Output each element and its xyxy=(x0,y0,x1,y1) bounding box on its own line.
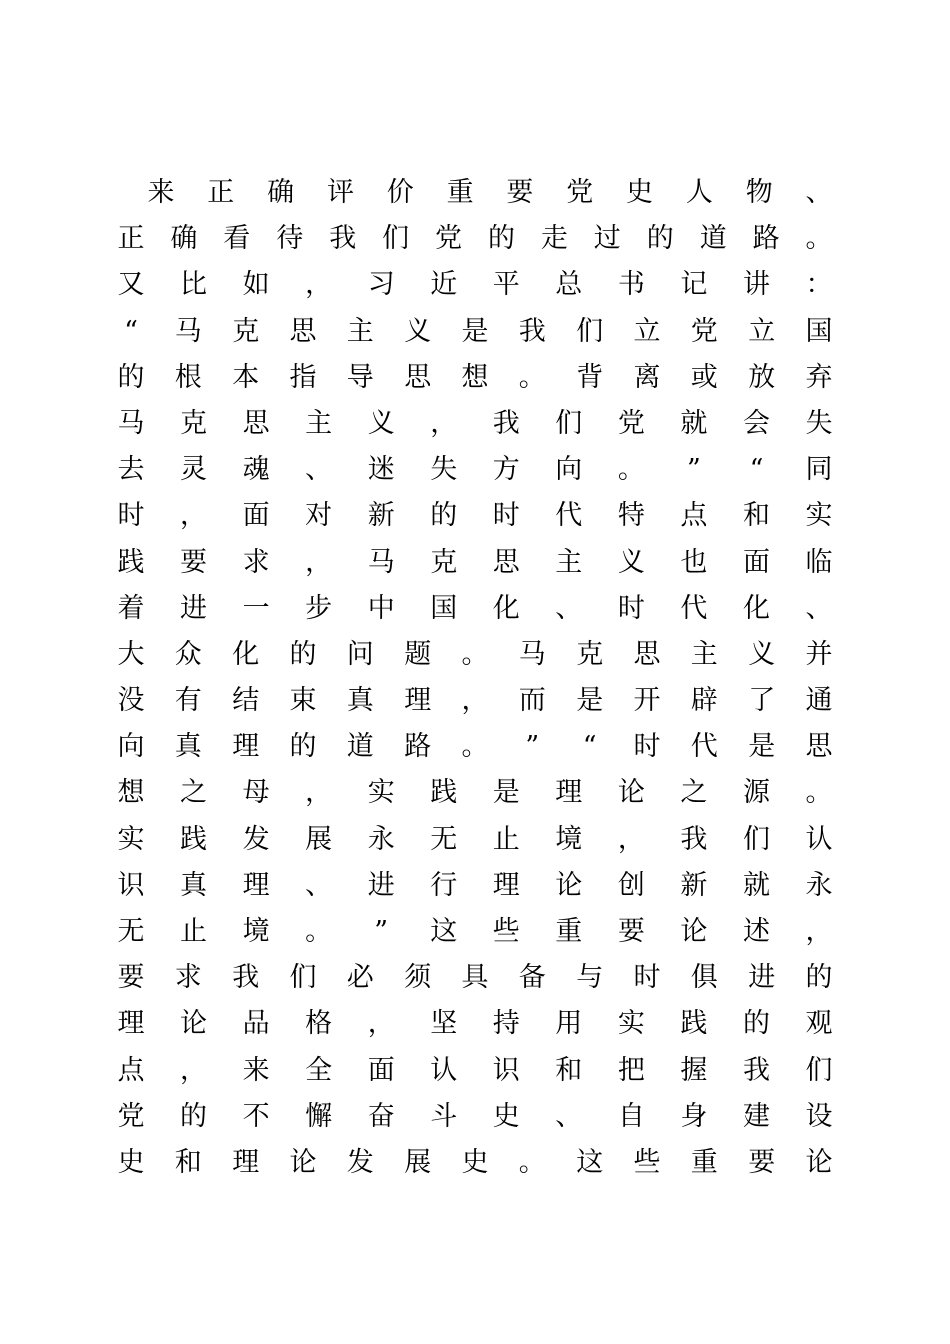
text-glyph: 时 xyxy=(617,592,645,624)
text-glyph: 这 xyxy=(430,916,458,947)
text-line xyxy=(110,586,840,632)
text-glyph: 论 xyxy=(289,1146,317,1178)
text-glyph: 放 xyxy=(748,361,776,393)
text-glyph: 路 xyxy=(404,731,432,763)
text-glyph: 进 xyxy=(748,962,776,994)
text-glyph: 主 xyxy=(305,407,333,439)
text-glyph: 点 xyxy=(680,500,708,532)
text-glyph: 行 xyxy=(430,869,458,901)
text-glyph: 马 xyxy=(367,546,395,578)
text-glyph: 。 xyxy=(805,223,833,255)
text-glyph: 些 xyxy=(492,916,520,947)
text-line xyxy=(110,401,840,447)
text-glyph: 要 xyxy=(617,916,645,947)
text-glyph: 设 xyxy=(805,1100,833,1132)
text-glyph: 史 xyxy=(492,1100,520,1132)
text-glyph: 求 xyxy=(174,962,202,994)
text-glyph: ” xyxy=(525,731,540,763)
text-glyph: 永 xyxy=(805,869,833,901)
text-glyph: 确 xyxy=(267,177,295,208)
text-glyph: 化 xyxy=(743,592,770,624)
text-glyph: 时 xyxy=(492,500,520,532)
text-glyph: 源 xyxy=(743,777,770,809)
text-line xyxy=(110,955,840,1001)
text-glyph: 化 xyxy=(492,592,520,624)
text-glyph: 的 xyxy=(805,962,833,994)
text-glyph: 论 xyxy=(555,869,583,901)
text-glyph: 握 xyxy=(680,1054,708,1086)
text-line xyxy=(110,540,840,586)
text-glyph: ， xyxy=(180,500,207,532)
text-line xyxy=(110,262,840,308)
text-glyph: 思 xyxy=(404,361,432,393)
text-glyph: 有 xyxy=(174,685,202,717)
text-glyph: “ xyxy=(582,731,597,763)
text-glyph: 述 xyxy=(743,916,770,947)
text-glyph: 国 xyxy=(430,592,458,624)
text-glyph: 克 xyxy=(576,638,604,670)
text-glyph: 平 xyxy=(492,269,520,301)
text-glyph: 是 xyxy=(576,685,604,717)
text-glyph: 斗 xyxy=(430,1100,458,1132)
text-glyph: 向 xyxy=(555,454,583,486)
text-line xyxy=(110,1140,840,1186)
text-glyph: 魂 xyxy=(242,454,270,486)
text-glyph: 我 xyxy=(329,223,357,255)
text-glyph: 进 xyxy=(367,869,395,901)
text-glyph: 理 xyxy=(232,731,260,763)
text-glyph: 史 xyxy=(461,1146,489,1178)
text-glyph: 面 xyxy=(743,546,770,578)
text-glyph: 要 xyxy=(748,1146,776,1178)
text-glyph: 、 xyxy=(805,592,833,624)
text-glyph: ， xyxy=(305,269,333,301)
text-glyph: 党 xyxy=(690,315,718,347)
text-line xyxy=(110,1001,840,1047)
text-glyph: 。 xyxy=(461,638,489,670)
text-glyph: 国 xyxy=(805,315,833,347)
text-glyph: 马 xyxy=(518,638,546,670)
text-glyph: 评 xyxy=(327,177,354,208)
text-glyph: 真 xyxy=(346,685,374,717)
text-glyph: 中 xyxy=(367,592,395,624)
text-glyph: 、 xyxy=(555,1100,583,1132)
text-glyph: 新 xyxy=(680,869,708,901)
text-glyph: 与 xyxy=(576,962,604,994)
text-glyph: 是 xyxy=(748,731,776,763)
text-glyph: 时 xyxy=(117,500,145,532)
text-glyph: 结 xyxy=(232,685,260,717)
text-glyph: 时 xyxy=(633,731,661,763)
text-glyph: ” xyxy=(374,916,389,947)
text-glyph: 境 xyxy=(242,916,270,947)
text-glyph: 我 xyxy=(743,1054,770,1086)
text-line xyxy=(110,817,840,863)
text-glyph: ， xyxy=(461,685,489,717)
text-glyph: “ xyxy=(124,315,138,347)
text-glyph: 之 xyxy=(680,777,708,809)
text-glyph: 习 xyxy=(367,269,395,301)
text-glyph: 实 xyxy=(617,1008,645,1040)
text-glyph: 们 xyxy=(555,407,583,439)
text-glyph: 如 xyxy=(242,269,270,301)
text-glyph: 。 xyxy=(805,777,833,809)
text-glyph: 走 xyxy=(540,223,568,255)
text-glyph: 失 xyxy=(430,454,458,486)
text-glyph: 们 xyxy=(805,1054,833,1086)
text-glyph: 、 xyxy=(305,869,333,901)
text-glyph: 义 xyxy=(748,638,776,670)
text-glyph: 之 xyxy=(180,777,207,809)
text-glyph: 并 xyxy=(805,638,833,670)
text-glyph: 们 xyxy=(289,962,317,994)
text-glyph: 、 xyxy=(805,177,833,208)
text-glyph: ， xyxy=(617,823,645,855)
text-glyph: 本 xyxy=(232,361,260,393)
text-glyph: 境 xyxy=(555,823,583,855)
text-glyph: 的 xyxy=(289,731,317,763)
text-glyph: 理 xyxy=(117,1008,145,1040)
text-glyph: 持 xyxy=(492,1008,520,1040)
text-glyph: 指 xyxy=(289,361,317,393)
text-glyph: 主 xyxy=(690,638,718,670)
text-glyph: 求 xyxy=(242,546,270,578)
text-glyph: 新 xyxy=(367,500,395,532)
text-glyph: 灵 xyxy=(180,454,207,486)
text-glyph: ” xyxy=(686,454,701,486)
text-glyph: 去 xyxy=(117,454,145,486)
text-line xyxy=(110,355,840,401)
text-glyph: 立 xyxy=(748,315,776,347)
text-glyph: 人 xyxy=(685,177,713,208)
text-glyph: 大 xyxy=(117,638,145,670)
text-glyph: 的 xyxy=(180,1100,207,1132)
text-glyph: 。 xyxy=(617,454,645,486)
text-glyph: 迷 xyxy=(367,454,395,486)
text-glyph: 止 xyxy=(492,823,520,855)
text-glyph: 展 xyxy=(305,823,333,855)
text-glyph: 道 xyxy=(699,223,727,255)
text-glyph: 。 xyxy=(518,1146,546,1178)
text-glyph: 践 xyxy=(430,777,458,809)
text-glyph: 来 xyxy=(242,1054,270,1086)
text-glyph: 。 xyxy=(461,731,489,763)
text-glyph: 实 xyxy=(805,500,833,532)
text-glyph: 离 xyxy=(633,361,661,393)
text-glyph: 时 xyxy=(633,962,661,994)
text-glyph: ， xyxy=(305,546,333,578)
text-glyph: 特 xyxy=(617,500,645,532)
text-glyph: 克 xyxy=(180,407,207,439)
text-glyph: 记 xyxy=(680,269,708,301)
text-glyph: 母 xyxy=(242,777,270,809)
text-glyph: 重 xyxy=(446,177,474,208)
body-text xyxy=(110,170,840,1186)
text-glyph: 论 xyxy=(805,1146,833,1178)
text-glyph: 史 xyxy=(117,1146,145,1178)
text-line xyxy=(110,724,840,770)
text-glyph: 主 xyxy=(555,546,583,578)
text-glyph: 无 xyxy=(117,916,145,947)
text-glyph: 近 xyxy=(430,269,458,301)
text-glyph: 方 xyxy=(492,454,520,486)
text-line xyxy=(110,447,840,493)
text-glyph: 题 xyxy=(404,638,432,670)
text-glyph: 认 xyxy=(430,1054,458,1086)
text-glyph: 正 xyxy=(207,177,235,208)
text-glyph: 进 xyxy=(180,592,207,624)
text-glyph: 而 xyxy=(518,685,546,717)
text-glyph: 真 xyxy=(174,731,202,763)
text-glyph: 讲 xyxy=(743,269,770,301)
text-glyph: 问 xyxy=(346,638,374,670)
text-glyph: 全 xyxy=(305,1054,333,1086)
text-glyph: 、 xyxy=(555,592,583,624)
text-glyph: 又 xyxy=(117,269,145,301)
text-glyph: 是 xyxy=(492,777,520,809)
text-glyph: 根 xyxy=(174,361,202,393)
text-line xyxy=(110,170,840,216)
text-glyph: 通 xyxy=(805,685,833,717)
text-glyph: 路 xyxy=(752,223,780,255)
text-glyph: 理 xyxy=(232,1146,260,1178)
text-glyph: 践 xyxy=(680,1008,708,1040)
text-glyph: 了 xyxy=(748,685,776,717)
text-glyph: 自 xyxy=(617,1100,645,1132)
text-glyph: 导 xyxy=(346,361,374,393)
text-glyph: 展 xyxy=(404,1146,432,1178)
text-glyph: 论 xyxy=(617,777,645,809)
text-glyph: 身 xyxy=(680,1100,708,1132)
text-glyph: 对 xyxy=(305,500,333,532)
text-glyph: 论 xyxy=(680,916,708,947)
text-glyph: 思 xyxy=(492,546,520,578)
text-glyph: 就 xyxy=(743,869,770,901)
text-glyph: 建 xyxy=(743,1100,770,1132)
text-glyph: 开 xyxy=(633,685,661,717)
text-glyph: 确 xyxy=(170,223,198,255)
text-glyph: 同 xyxy=(805,454,833,486)
text-line xyxy=(110,770,840,816)
text-glyph: 义 xyxy=(404,315,432,347)
text-glyph: 一 xyxy=(242,592,270,624)
text-glyph: 奋 xyxy=(367,1100,395,1132)
text-glyph: 创 xyxy=(617,869,645,901)
text-glyph: 理 xyxy=(492,869,520,901)
text-glyph: 物 xyxy=(745,177,773,208)
text-glyph: 马 xyxy=(174,315,202,347)
text-glyph: 我 xyxy=(680,823,708,855)
text-glyph: 必 xyxy=(346,962,374,994)
text-glyph: 具 xyxy=(461,962,489,994)
text-glyph: 过 xyxy=(593,223,621,255)
text-glyph: 的 xyxy=(646,223,674,255)
text-line xyxy=(110,678,840,724)
text-glyph: 史 xyxy=(626,177,653,208)
text-glyph: 观 xyxy=(805,1008,833,1040)
text-line xyxy=(110,632,840,678)
text-glyph: 理 xyxy=(404,685,432,717)
text-glyph: 品 xyxy=(242,1008,270,1040)
text-glyph: 理 xyxy=(242,869,270,901)
text-glyph: 我 xyxy=(492,407,520,439)
text-glyph: “ xyxy=(749,454,764,486)
text-glyph: ， xyxy=(180,1054,207,1086)
text-glyph: ， xyxy=(430,407,458,439)
text-glyph: 。 xyxy=(305,916,333,947)
text-glyph: 的 xyxy=(743,1008,770,1040)
text-glyph: 书 xyxy=(617,269,645,301)
text-glyph: 义 xyxy=(617,546,645,578)
text-glyph: 和 xyxy=(174,1146,202,1178)
text-glyph: 真 xyxy=(180,869,207,901)
text-glyph: 和 xyxy=(743,500,770,532)
text-glyph: ， xyxy=(367,1008,395,1040)
text-line xyxy=(110,863,840,909)
text-glyph: 辟 xyxy=(690,685,718,717)
text-glyph: 们 xyxy=(576,315,604,347)
text-glyph: 或 xyxy=(690,361,718,393)
text-glyph: 没 xyxy=(117,685,145,717)
text-glyph: 理 xyxy=(555,777,583,809)
text-glyph: 重 xyxy=(555,916,583,947)
text-glyph: 党 xyxy=(617,407,645,439)
text-glyph: 思 xyxy=(805,731,833,763)
text-glyph: 党 xyxy=(566,177,594,208)
text-glyph: 坚 xyxy=(430,1008,458,1040)
text-glyph: 代 xyxy=(680,592,708,624)
text-glyph: 论 xyxy=(180,1008,207,1040)
text-line xyxy=(110,216,840,262)
text-glyph: 也 xyxy=(680,546,708,578)
text-glyph: 代 xyxy=(555,500,583,532)
text-glyph: 践 xyxy=(117,546,145,578)
text-glyph: 实 xyxy=(367,777,395,809)
text-glyph: 代 xyxy=(690,731,718,763)
text-glyph: 是 xyxy=(461,315,489,347)
text-glyph: 面 xyxy=(367,1054,395,1086)
text-glyph: 义 xyxy=(367,407,395,439)
text-glyph: 实 xyxy=(117,823,145,855)
text-glyph: 的 xyxy=(430,500,458,532)
text-glyph: ， xyxy=(805,916,833,947)
text-glyph: 着 xyxy=(117,592,145,624)
text-glyph: 些 xyxy=(633,1146,661,1178)
text-glyph: 我 xyxy=(232,962,260,994)
text-glyph: 发 xyxy=(346,1146,374,1178)
text-glyph: 重 xyxy=(690,1146,718,1178)
text-glyph: 的 xyxy=(117,361,145,393)
text-glyph: 止 xyxy=(180,916,207,947)
text-glyph: 的 xyxy=(488,223,515,255)
text-glyph: 识 xyxy=(492,1054,520,1086)
text-glyph: 认 xyxy=(805,823,833,855)
text-glyph: 们 xyxy=(382,223,410,255)
text-glyph: ， xyxy=(305,777,333,809)
text-glyph: 束 xyxy=(289,685,317,717)
text-glyph: 发 xyxy=(242,823,270,855)
text-glyph: 思 xyxy=(289,315,317,347)
text-glyph: 会 xyxy=(743,407,770,439)
text-glyph: 要 xyxy=(180,546,207,578)
text-glyph: 化 xyxy=(232,638,260,670)
text-glyph: 背 xyxy=(576,361,604,393)
text-glyph: 来 xyxy=(147,177,175,208)
text-glyph: 们 xyxy=(743,823,770,855)
text-glyph: 思 xyxy=(633,638,661,670)
text-glyph: 这 xyxy=(576,1146,604,1178)
text-glyph: 步 xyxy=(305,592,333,624)
text-glyph: 我 xyxy=(518,315,546,347)
text-glyph: 不 xyxy=(242,1100,270,1132)
text-glyph: 要 xyxy=(117,962,145,994)
text-glyph: 须 xyxy=(404,962,432,994)
text-glyph: 思 xyxy=(242,407,270,439)
text-glyph: 失 xyxy=(805,407,833,439)
text-glyph: 面 xyxy=(242,500,270,532)
text-line xyxy=(110,493,840,539)
text-glyph: 道 xyxy=(346,731,374,763)
text-glyph: 立 xyxy=(633,315,661,347)
text-glyph: 党 xyxy=(117,1100,145,1132)
text-line xyxy=(110,1094,840,1140)
text-glyph: 永 xyxy=(367,823,395,855)
text-line xyxy=(110,1048,840,1094)
text-glyph: 懈 xyxy=(305,1100,333,1132)
text-glyph: 主 xyxy=(346,315,374,347)
text-glyph: 。 xyxy=(518,361,546,393)
text-glyph: 待 xyxy=(276,223,304,255)
text-glyph: 把 xyxy=(617,1054,645,1086)
text-glyph: 的 xyxy=(289,638,317,670)
text-glyph: 和 xyxy=(555,1054,583,1086)
text-glyph: 价 xyxy=(386,177,414,208)
text-glyph: 、 xyxy=(305,454,333,486)
text-line xyxy=(110,909,840,955)
text-glyph: 克 xyxy=(430,546,458,578)
text-glyph: 弃 xyxy=(805,361,833,393)
text-glyph: 要 xyxy=(506,177,534,208)
text-glyph: 比 xyxy=(180,269,207,301)
text-glyph: 识 xyxy=(117,869,145,901)
text-glyph: 无 xyxy=(430,823,458,855)
text-glyph: 践 xyxy=(180,823,207,855)
text-glyph: 马 xyxy=(117,407,145,439)
text-glyph: 想 xyxy=(461,361,489,393)
text-glyph: 党 xyxy=(435,223,462,255)
text-glyph: 正 xyxy=(117,223,145,255)
text-glyph: 众 xyxy=(174,638,202,670)
text-glyph: 备 xyxy=(518,962,546,994)
text-line xyxy=(110,309,840,355)
text-glyph: 点 xyxy=(117,1054,145,1086)
text-glyph: 用 xyxy=(555,1008,583,1040)
text-glyph: 想 xyxy=(117,777,145,809)
text-glyph: 克 xyxy=(232,315,260,347)
text-glyph: 看 xyxy=(223,223,251,255)
text-glyph: 临 xyxy=(805,546,833,578)
text-glyph: ： xyxy=(805,269,833,301)
text-glyph: 俱 xyxy=(690,962,718,994)
text-glyph: 向 xyxy=(117,731,145,763)
text-glyph: 格 xyxy=(305,1008,333,1040)
text-glyph: 就 xyxy=(680,407,708,439)
text-glyph: 总 xyxy=(555,269,583,301)
